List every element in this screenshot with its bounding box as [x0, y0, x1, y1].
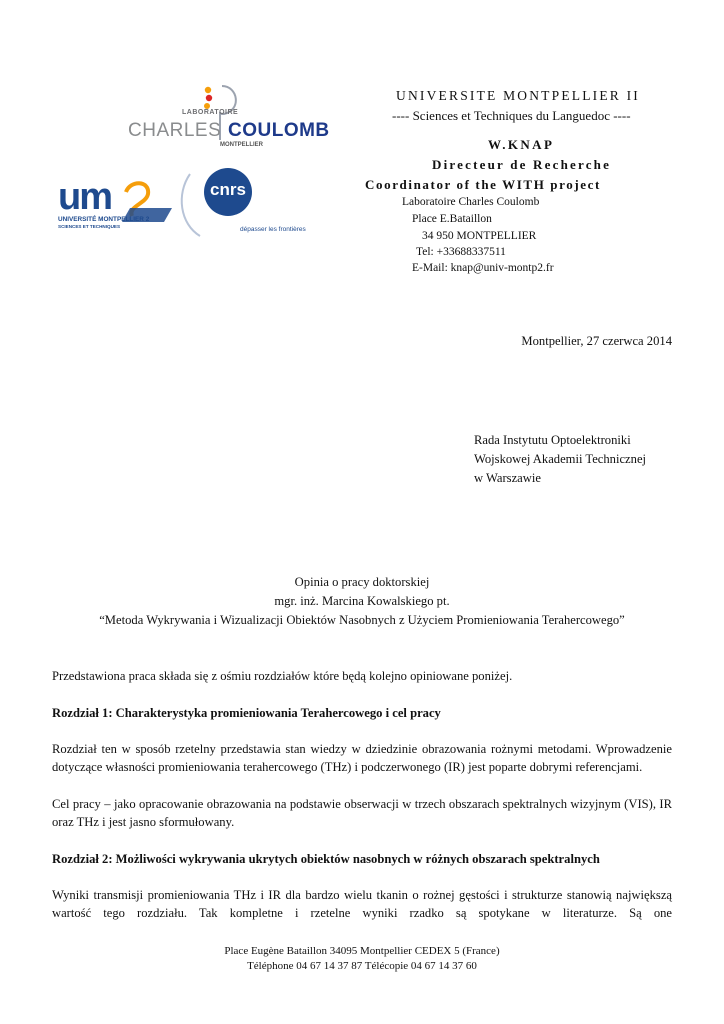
- subject-title: “Metoda Wykrywania i Wizualizacji Obiektów Nasobnych z Użyciem Promieniowania Terahercowego”: [99, 613, 625, 627]
- logo-montpellier-text: MONTPELLIER: [220, 142, 263, 148]
- logo-charles-text: CHARLES: [128, 120, 222, 141]
- footer-phone: Téléphone 04 67 14 37 87 Télécopie 04 67 14 37 60: [247, 960, 477, 972]
- address-tel: Tel: +33688337511: [416, 246, 506, 258]
- chapter-2-heading: Rozdział 2: Możliwości wykrywania ukrytych obiektów nasobnych w różnych obszarach spektralnych: [52, 852, 600, 866]
- chapter-1-aim-paragraph: Cel pracy – jako opracowanie obrazowania na podstawie obserwacji w trzech obszarach spektralnych wizyjnym (VIS), IR oraz THz i jest jasno sformułowany.: [52, 797, 672, 830]
- address-lab: Laboratoire Charles Coulomb: [402, 196, 540, 208]
- charles-coulomb-logo: [124, 84, 330, 154]
- subject-line-1: Opinia o pracy doktorskiej: [294, 575, 430, 589]
- um2-name-text: UNIVERSITÉ MONTPELLIER 2: [58, 216, 150, 223]
- recipient-line: w Warszawie: [474, 471, 541, 485]
- um2-logo: [58, 176, 178, 236]
- chapter-1-paragraph: Rozdział ten w sposób rzetelny przedstawia stan wiedzy w dziedzinie obrazowania rożnymi metodami. Wprowadzenie dotyczące własności promieniowania terahercowego (THz) i podczerwonego (IR) jest poparte dobrymi referencjami.: [52, 742, 672, 775]
- recipient-line: Rada Instytutu Optoelektroniki: [474, 433, 631, 447]
- letter-date: Montpellier, 27 czerwca 2014: [521, 334, 672, 348]
- cnrs-logo: [176, 164, 306, 244]
- address-city: 34 950 MONTPELLIER: [422, 230, 537, 242]
- chapter-1-heading: Rozdział 1: Charakterystyka promieniowania Terahercowego i cel pracy: [52, 706, 441, 720]
- um2-sub-text: SCIENCES ET TECHNIQUES: [58, 224, 121, 229]
- sciences-line: ---- Sciences et Techniques du Languedoc ----: [392, 108, 631, 123]
- subject-line-2: mgr. inż. Marcina Kowalskiego pt.: [274, 594, 450, 608]
- footer-block: [40, 944, 684, 974]
- address-email: E-Mail: knap@univ-montp2.fr: [412, 262, 554, 274]
- footer-address: Place Eugène Bataillon 34095 Montpellier CEDEX 5 (France): [224, 945, 500, 957]
- logo-coulomb-text: COULOMB: [228, 120, 330, 141]
- author-title: Directeur de Recherche: [432, 157, 612, 172]
- cnrs-mark-text: cnrs: [210, 180, 246, 199]
- recipient-block: [474, 431, 646, 488]
- university-name: UNIVERSITE MONTPELLIER II: [396, 88, 640, 103]
- author-name: W.KNAP: [488, 137, 555, 152]
- intro-paragraph: Przedstawiona praca składa się z ośmiu rozdziałów które będą kolejno opiniowane poniżej.: [52, 669, 513, 683]
- cnrs-tagline: dépasser les frontières: [240, 226, 306, 233]
- author-coordinator: Coordinator of the WITH project: [365, 177, 601, 192]
- recipient-line: Wojskowej Akademii Technicznej: [474, 452, 647, 466]
- um2-mark-text: um: [58, 176, 111, 218]
- chapter-2-paragraph: Wyniki transmisji promieniowania THz i IR dla bardzo wielu tkanin o rożnej gęstości i strukturze stanowią największą wartość tego rozdziału. Tak kompletne i rzetelne wyniki rzadko są spotykane w literaturze. Są one: [52, 888, 672, 921]
- logo-laboratoire-text: LABORATOIRE: [182, 109, 239, 116]
- address-place: Place E.Bataillon: [412, 213, 492, 225]
